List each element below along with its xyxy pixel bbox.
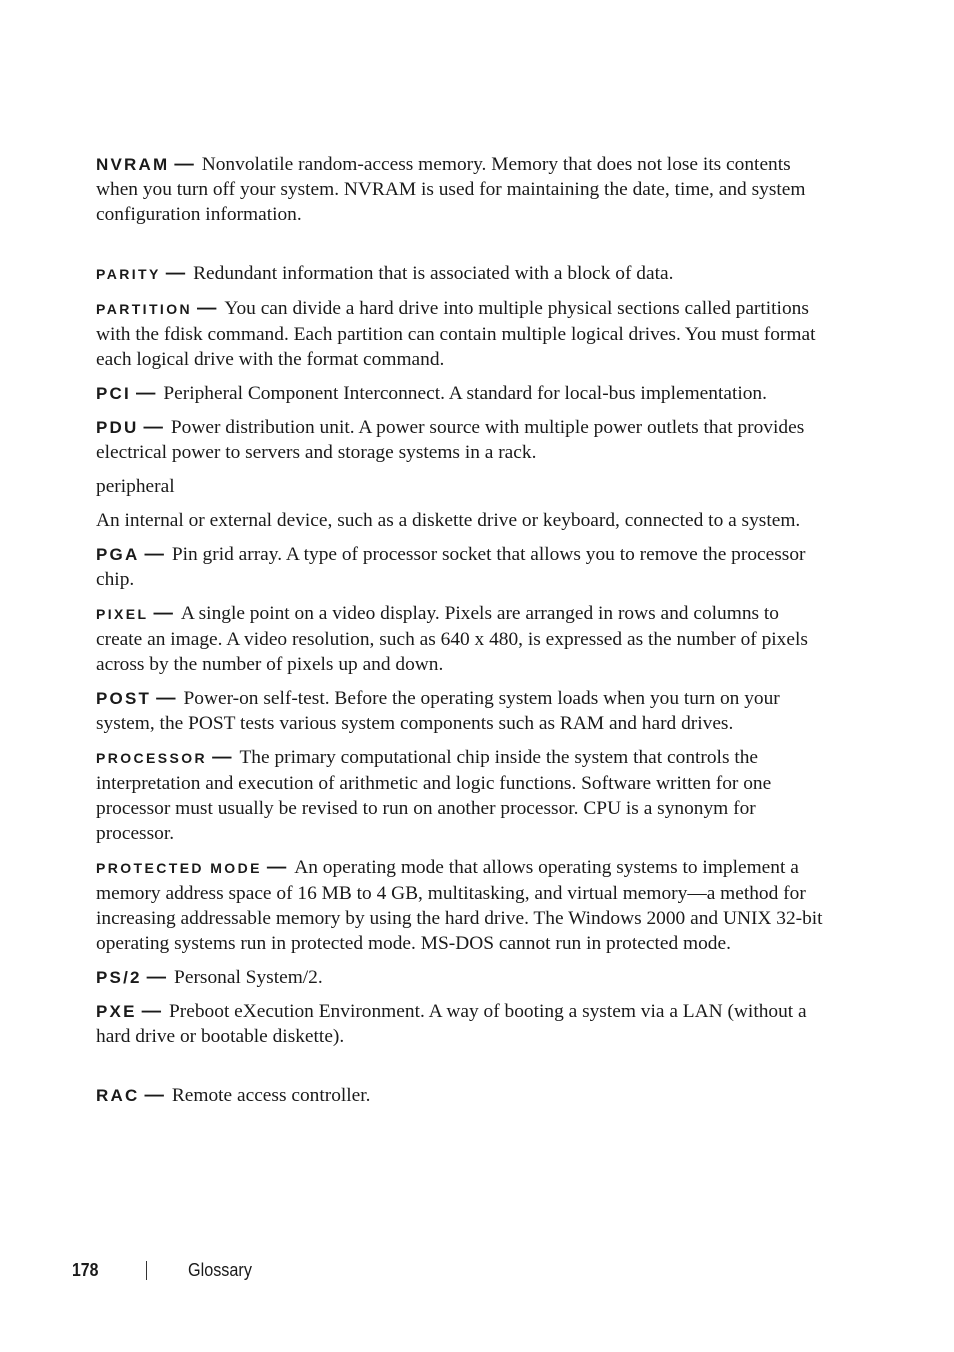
em-dash: — xyxy=(135,382,156,404)
term: PROCESSOR xyxy=(96,750,208,766)
section-title: Glossary xyxy=(188,1259,252,1280)
term: NVRAM xyxy=(96,155,170,174)
term: PARTITION xyxy=(96,301,193,317)
em-dash: — xyxy=(146,966,167,988)
footer-separator xyxy=(146,1261,147,1280)
term: PIXEL xyxy=(96,606,149,622)
em-dash: — xyxy=(141,1000,162,1022)
definition: Personal System/2. xyxy=(174,967,323,988)
definition: Peripheral Component Interconnect. A standard for local-bus implementation. xyxy=(163,383,767,404)
entry-peripheral-definition: An internal or external device, such as a diskette drive or keyboard, connected to a system. xyxy=(96,510,801,531)
em-dash: — xyxy=(174,153,194,175)
em-dash: — xyxy=(165,262,186,284)
em-dash: — xyxy=(144,543,164,565)
definition: Redundant information that is associated with a block of data. xyxy=(193,263,674,284)
entry-processor xyxy=(96,745,824,846)
term: RAC xyxy=(96,1086,140,1105)
em-dash: — xyxy=(143,416,163,438)
term: PDU xyxy=(96,418,139,437)
definition: Nonvolatile random-access memory. Memory that does not lose its contents when you turn off your system. NVRAM is used for maintaining the date, time, and system configuration information. xyxy=(96,154,806,225)
term: PXE xyxy=(96,1002,137,1021)
entry-peripheral-term: peripheral xyxy=(96,476,175,497)
definition: Preboot eXecution Environment. A way of booting a system via a LAN (without a hard drive or bootable diskette). xyxy=(96,1001,807,1047)
entry-parity xyxy=(96,261,824,287)
em-dash: — xyxy=(156,687,176,709)
em-dash: — xyxy=(212,746,232,768)
term: PARITY xyxy=(96,266,161,282)
page-footer xyxy=(72,1257,259,1283)
entry-rac xyxy=(96,1083,824,1108)
definition: The primary computational chip inside the system that controls the interpretation and execution of arithmetic and logic functions. Software written for one processor must usually be revised to run on another processor. CPU is a synonym for processor. xyxy=(96,747,772,844)
em-dash: — xyxy=(153,602,173,624)
definition: An operating mode that allows operating systems to implement a memory address space of 16 MB to 4 GB, multitasking, and virtual memory—a method for increasing addressable memory by using the hard drive. The Windows 2000 and UNIX 32-bit operating systems run in protected mode. MS-DOS cannot run in protected mode. xyxy=(96,857,823,954)
term: PCI xyxy=(96,384,131,403)
definition: A single point on a video display. Pixels are arranged in rows and columns to create an image. A video resolution, such as 640 x 480, is expressed as the number of pixels across by the number of pixels up and down. xyxy=(96,603,808,675)
definition: You can divide a hard drive into multiple physical sections called partitions with the fdisk command. Each partition can contain multiple logical drives. You must format each logical drive with the format command. xyxy=(96,298,816,370)
entry-pci xyxy=(96,381,824,406)
em-dash: — xyxy=(266,856,287,878)
definition: Power distribution unit. A power source with multiple power outlets that provides electrical power to servers and storage systems in a rack. xyxy=(96,417,805,463)
entry-partition xyxy=(96,296,824,372)
entry-ps2 xyxy=(96,965,824,990)
term: PS/2 xyxy=(96,968,142,987)
term: PGA xyxy=(96,545,140,564)
entry-post xyxy=(96,686,824,736)
definition: Power-on self-test. Before the operating system loads when you turn on your system, the POST tests various system components such as RAM and hard drives. xyxy=(96,688,780,734)
em-dash: — xyxy=(144,1084,164,1106)
term: POST xyxy=(96,689,152,708)
entry-pxe xyxy=(96,999,824,1049)
entry-pdu xyxy=(96,415,824,465)
term: PROTECTED MODE xyxy=(96,860,262,876)
entry-protected-mode xyxy=(96,855,824,956)
page-number: 178 xyxy=(72,1259,99,1280)
entry-nvram xyxy=(96,152,824,227)
em-dash: — xyxy=(197,297,217,319)
definition: Remote access controller. xyxy=(171,1085,371,1106)
entry-pga xyxy=(96,542,824,592)
entry-pixel xyxy=(96,601,824,677)
definition: Pin grid array. A type of processor socket that allows you to remove the processor chip. xyxy=(96,544,806,590)
glossary-page xyxy=(96,152,824,1117)
